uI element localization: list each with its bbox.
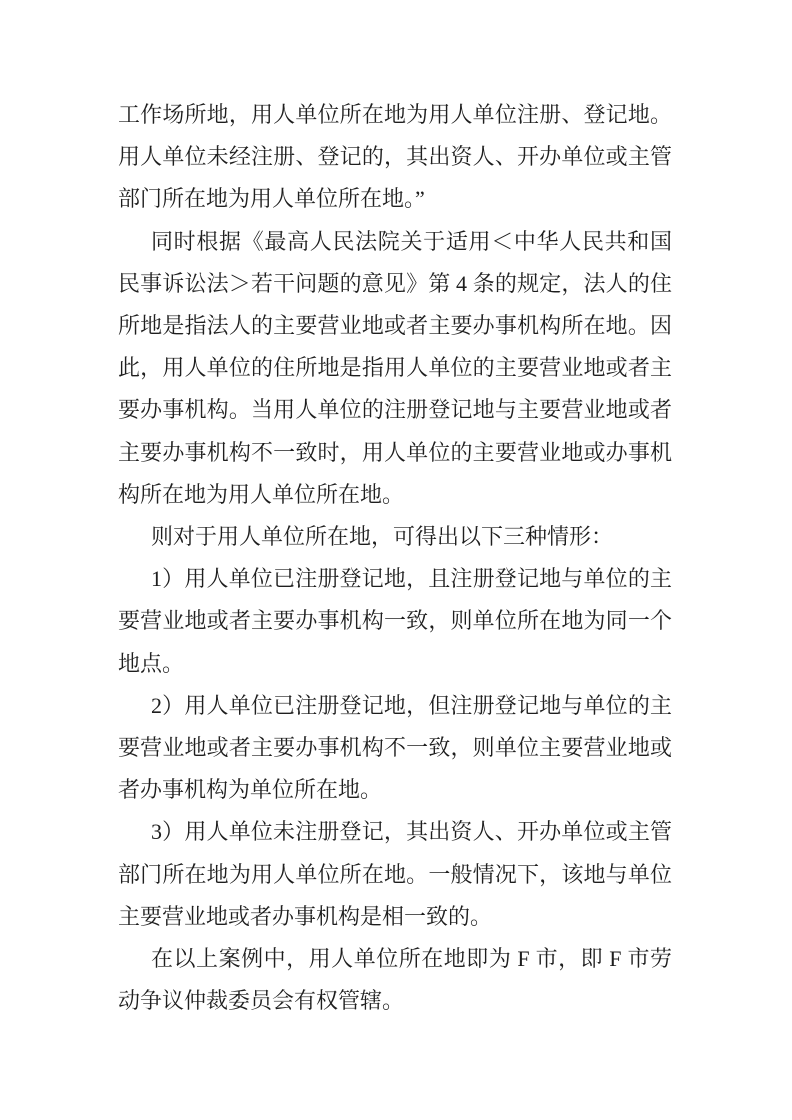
- text-line: 1）用人单位已注册登记地，且注册登记地与单位的主: [151, 566, 672, 592]
- text-line: 3）用人单位未注册登记，其出资人、开办单位或主管: [151, 819, 672, 845]
- text-line: 地点。: [118, 650, 185, 676]
- text-line: 要营业地或者主要办事机构不一致，则单位主要营业地或: [118, 735, 672, 761]
- text-line: 部门所在地为用人单位所在地。”: [118, 186, 425, 212]
- paragraph: [118, 558, 672, 685]
- text-line: 部门所在地为用人单位所在地。一般情况下，该地与单位: [118, 861, 672, 887]
- paragraph: [118, 94, 672, 221]
- text-line: 在以上案例中，用人单位所在地即为 F 市，即 F 市劳: [151, 946, 672, 972]
- paragraph: [118, 938, 672, 1022]
- text-line: 要办事机构。当用人单位的注册登记地与主要营业地或者: [118, 397, 672, 423]
- paragraph: [118, 221, 672, 516]
- text-line: 工作场所地，用人单位所在地为用人单位注册、登记地。: [118, 102, 672, 127]
- paragraph: [118, 516, 672, 558]
- text-line: 用人单位未经注册、登记的，其出资人、开办单位或主管: [118, 144, 672, 170]
- paragraph: [118, 811, 672, 938]
- text-line: 则对于用人单位所在地，可得出以下三种情形：: [151, 524, 614, 550]
- text-line: 动争议仲裁委员会有权管辖。: [118, 988, 405, 1014]
- text-line: 所地是指法人的主要营业地或者主要办事机构所在地。因: [118, 313, 672, 339]
- paragraph: [118, 685, 672, 812]
- text-line: 此，用人单位的住所地是指用人单位的主要营业地或者主: [118, 355, 672, 381]
- text-line: 主要营业地或者办事机构是相一致的。: [118, 903, 493, 929]
- text-line: 主要办事机构不一致时，用人单位的主要营业地或办事机: [118, 439, 672, 465]
- text-line: 同时根据《最高人民法院关于适用＜中华人民共和国: [151, 228, 672, 254]
- text-line: 要营业地或者主要办事机构一致，则单位所在地为同一个: [118, 608, 672, 634]
- text-line: 2）用人单位已注册登记地，但注册登记地与单位的主: [151, 692, 672, 718]
- text-line: 构所在地为用人单位所在地。: [118, 481, 405, 507]
- text-line: 民事诉讼法＞若干问题的意见》第 4 条的规定，法人的住: [118, 270, 672, 296]
- document-text-block: [118, 94, 672, 1022]
- text-line: 者办事机构为单位所在地。: [118, 777, 383, 803]
